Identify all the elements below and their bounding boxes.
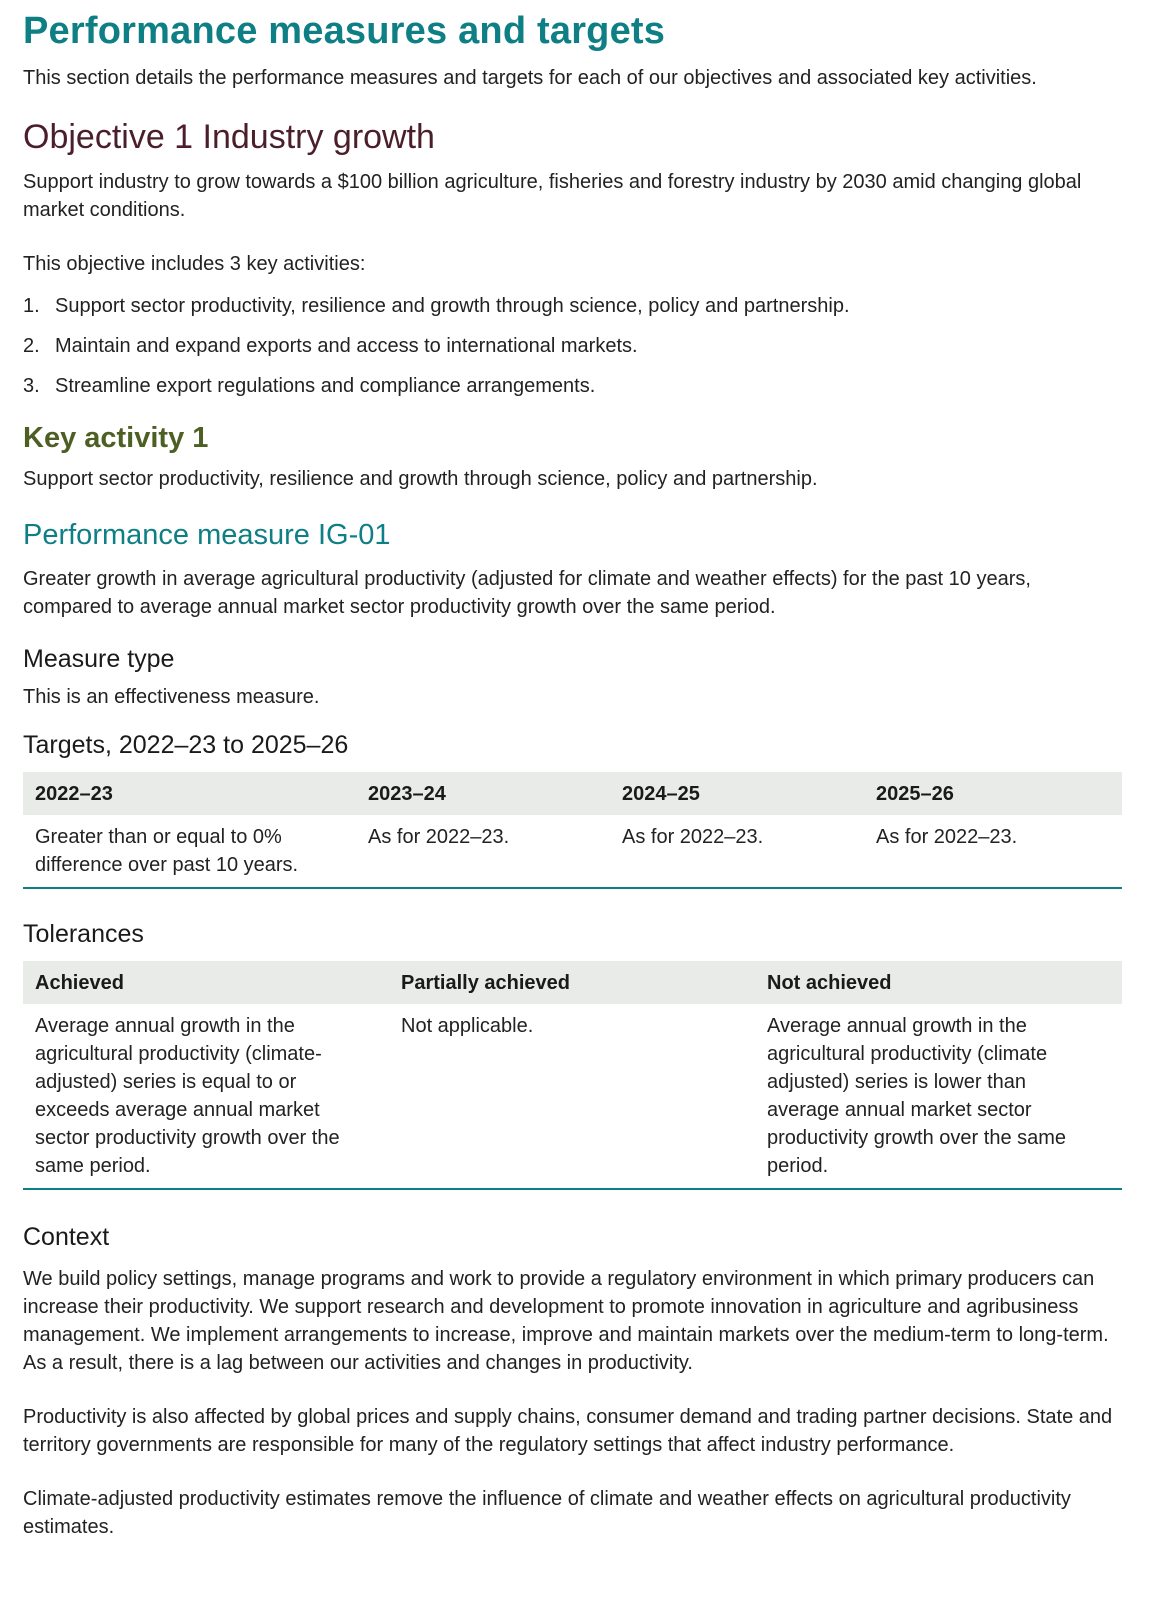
list-number: 1. <box>23 295 40 317</box>
table-header-cell: Partially achieved <box>389 961 755 1004</box>
table-row <box>23 815 1122 888</box>
context-paragraph: Productivity is also affected by global prices and supply chains, consumer demand and trading partner decisions. State and territory governments are responsible for many of the regulatory settings that affect industry performance. <box>23 1406 1113 1456</box>
table-cell: Average annual growth in the agricultural productivity (climate-adjusted) series is equal to or exceeds average annual market sector productivity growth over the same period. <box>23 1004 389 1189</box>
targets-heading: Targets, 2022–23 to 2025–26 <box>23 731 349 759</box>
activities-lead: This objective includes 3 key activities: <box>23 253 366 275</box>
table-cell: Greater than or equal to 0% difference over past 10 years. <box>23 815 356 888</box>
list-number: 3. <box>23 375 40 397</box>
table-header-row <box>23 961 1122 1004</box>
context-heading: Context <box>23 1223 110 1251</box>
table-row <box>23 1004 1122 1189</box>
performance-measure-heading: Performance measure IG-01 <box>23 519 391 551</box>
key-activity-heading: Key activity 1 <box>23 422 209 454</box>
performance-measure-description: Greater growth in average agricultural productivity (adjusted for climate and weather effects) for the past 10 years, compared to average annual market sector productivity growth over the same period. <box>23 568 1031 618</box>
activity-list <box>23 292 1122 400</box>
table-cell: As for 2022–23. <box>610 815 864 888</box>
table-header-cell: Achieved <box>23 961 389 1004</box>
table-cell: Not applicable. <box>389 1004 755 1189</box>
list-text: Support sector productivity, resilience and growth through science, policy and partnership. <box>55 295 850 317</box>
table-cell: Average annual growth in the agricultural productivity (climate adjusted) series is lower than average annual market sector productivity growth over the same period. <box>755 1004 1122 1189</box>
page-title: Performance measures and targets <box>23 10 666 52</box>
table-cell: As for 2022–23. <box>864 815 1122 888</box>
tolerances-heading: Tolerances <box>23 920 144 948</box>
list-item <box>23 372 1122 400</box>
targets-table <box>23 772 1122 889</box>
list-number: 2. <box>23 335 40 357</box>
key-activity-description: Support sector productivity, resilience and growth through science, policy and partnership. <box>23 468 818 490</box>
table-header-cell: 2023–24 <box>356 772 610 815</box>
table-header-cell: 2025–26 <box>864 772 1122 815</box>
measure-type-heading: Measure type <box>23 645 175 673</box>
context-paragraph: Climate-adjusted productivity estimates remove the influence of climate and weather effects on agricultural productivity estimates. <box>23 1488 1071 1538</box>
intro-paragraph: This section details the performance measures and targets for each of our objectives and associated key activities. <box>23 67 1037 89</box>
list-text: Streamline export regulations and compliance arrangements. <box>55 375 596 397</box>
table-header-cell: 2024–25 <box>610 772 864 815</box>
list-text: Maintain and expand exports and access to international markets. <box>55 335 638 357</box>
list-item <box>23 292 1122 320</box>
tolerances-table <box>23 961 1122 1190</box>
list-item <box>23 332 1122 360</box>
table-header-cell: Not achieved <box>755 961 1122 1004</box>
table-cell: As for 2022–23. <box>356 815 610 888</box>
objective-heading: Objective 1 Industry growth <box>23 118 435 156</box>
table-header-cell: 2022–23 <box>23 772 356 815</box>
objective-description: Support industry to grow towards a $100 billion agriculture, fisheries and forestry industry by 2030 amid changing global market conditions. <box>23 171 1082 221</box>
table-header-row <box>23 772 1122 815</box>
context-paragraph: We build policy settings, manage programs and work to provide a regulatory environment in which primary producers can increase their productivity. We support research and development to promote innovation in agriculture and agribusiness management. We implement arrangements to increase, improve and maintain markets over the medium-term to long-term. As a result, there is a lag between our activities and changes in productivity. <box>23 1268 1109 1374</box>
measure-type-text: This is an effectiveness measure. <box>23 686 320 708</box>
